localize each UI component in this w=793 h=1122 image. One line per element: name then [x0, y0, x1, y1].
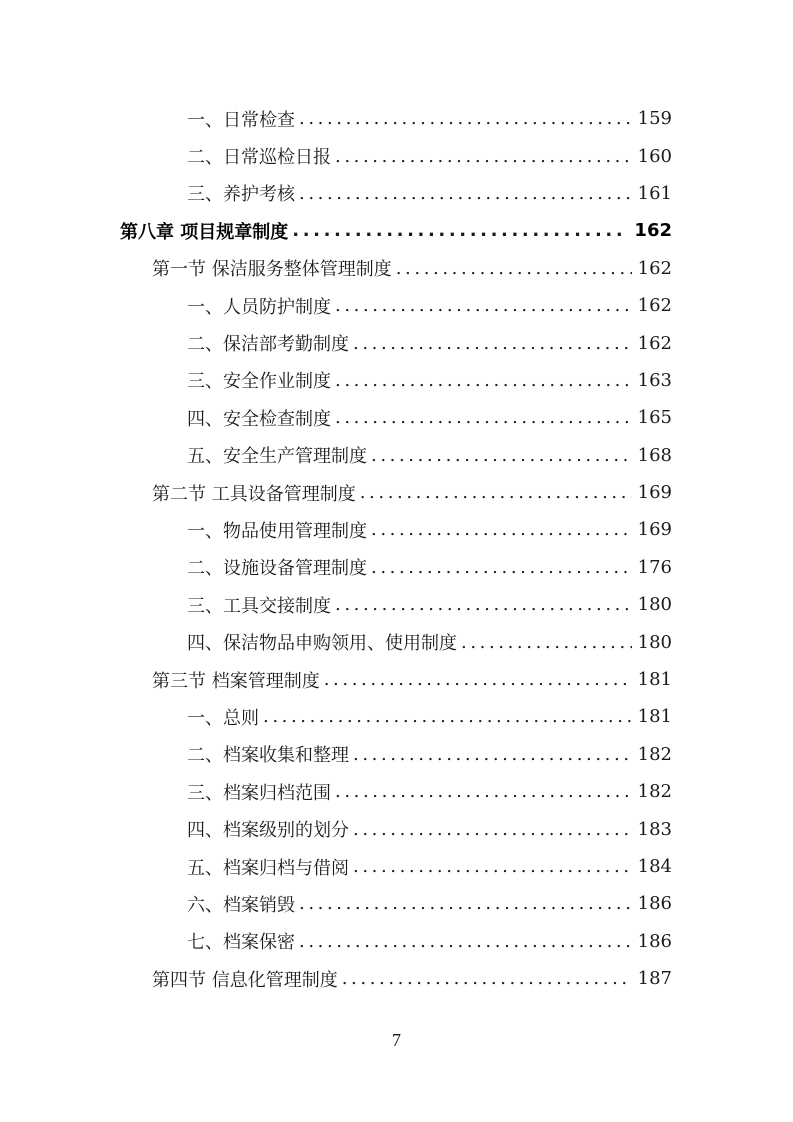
toc-dot-leader — [371, 519, 632, 540]
toc-entry-page-number: 162 — [637, 257, 672, 279]
toc-entry-page-number: 180 — [637, 594, 672, 616]
toc-dot-leader — [353, 744, 632, 765]
toc-subsection-entry[interactable] — [0, 848, 793, 885]
toc-entry-page-number: 162 — [634, 220, 672, 242]
toc-subsection-entry[interactable] — [0, 736, 793, 773]
toc-entry-title: 三、安全作业制度 — [187, 371, 331, 393]
toc-chapter-entry[interactable] — [0, 212, 793, 249]
toc-entry-page-number: 165 — [637, 407, 672, 429]
toc-subsection-entry[interactable] — [0, 549, 793, 586]
toc-entry-page-number: 168 — [637, 444, 672, 466]
toc-dot-leader — [342, 968, 632, 989]
toc-dot-leader — [292, 220, 628, 241]
toc-dot-leader — [299, 108, 632, 129]
toc-dot-leader — [396, 258, 632, 279]
toc-entry-title: 四、档案级别的划分 — [187, 820, 349, 842]
toc-section-entry[interactable] — [0, 960, 793, 997]
toc-entry-title: 四、保洁物品申购领用、使用制度 — [187, 633, 457, 655]
toc-subsection-entry[interactable] — [0, 586, 793, 623]
toc-entry-page-number: 184 — [637, 856, 672, 877]
toc-dot-leader — [371, 557, 632, 578]
toc-section-entry[interactable] — [0, 474, 793, 511]
toc-entry-title: 一、物品使用管理制度 — [187, 520, 367, 542]
toc-dot-leader — [335, 594, 632, 615]
toc-dot-leader — [461, 632, 632, 653]
toc-entry-title: 一、人员防护制度 — [187, 296, 331, 318]
toc-dot-leader — [335, 370, 632, 391]
toc-dot-leader — [263, 706, 632, 727]
toc-subsection-entry[interactable] — [0, 137, 793, 174]
toc-entry-title: 一、总则 — [187, 707, 259, 729]
toc-entry-title: 三、工具交接制度 — [187, 595, 331, 617]
toc-entry-title: 七、档案保密 — [187, 932, 295, 954]
table-of-contents — [0, 100, 793, 997]
toc-entry-page-number: 176 — [637, 556, 672, 578]
toc-subsection-entry[interactable] — [0, 511, 793, 548]
toc-dot-leader — [335, 295, 632, 316]
toc-dot-leader — [353, 856, 632, 877]
toc-entry-title: 二、日常巡检日报 — [187, 147, 331, 169]
toc-entry-title: 二、档案收集和整理 — [187, 745, 349, 767]
toc-dot-leader — [324, 669, 632, 690]
toc-subsection-entry[interactable] — [0, 698, 793, 735]
toc-entry-page-number: 182 — [637, 781, 672, 803]
toc-dot-leader — [335, 146, 632, 167]
toc-entry-title: 五、档案归档与借阅 — [187, 857, 349, 879]
toc-entry-page-number: 183 — [637, 818, 672, 840]
toc-dot-leader — [371, 445, 632, 466]
toc-dot-leader — [360, 482, 632, 503]
toc-entry-page-number: 160 — [637, 145, 672, 167]
toc-entry-page-number: 161 — [637, 182, 672, 204]
toc-dot-leader — [335, 781, 632, 802]
toc-section-entry[interactable] — [0, 250, 793, 287]
toc-subsection-entry[interactable] — [0, 287, 793, 324]
toc-entry-title: 四、安全检查制度 — [187, 408, 331, 430]
toc-section-entry[interactable] — [0, 661, 793, 698]
toc-entry-page-number: 181 — [637, 706, 672, 728]
toc-entry-page-number: 163 — [637, 369, 672, 391]
toc-entry-title: 一、日常检查 — [187, 109, 295, 131]
toc-subsection-entry[interactable] — [0, 810, 793, 847]
toc-entry-page-number: 182 — [637, 743, 672, 765]
toc-subsection-entry[interactable] — [0, 773, 793, 810]
toc-entry-page-number: 180 — [637, 631, 672, 653]
toc-entry-page-number: 162 — [637, 332, 672, 354]
toc-subsection-entry[interactable] — [0, 399, 793, 436]
toc-subsection-entry[interactable] — [0, 324, 793, 361]
toc-subsection-entry[interactable] — [0, 362, 793, 399]
toc-entry-page-number: 187 — [637, 968, 672, 990]
toc-subsection-entry[interactable] — [0, 923, 793, 960]
toc-entry-page-number: 186 — [637, 930, 672, 952]
toc-entry-title: 二、设施设备管理制度 — [187, 558, 367, 580]
toc-dot-leader — [299, 893, 632, 914]
toc-entry-page-number: 169 — [637, 519, 672, 541]
toc-entry-page-number: 181 — [637, 669, 672, 691]
toc-entry-title: 三、档案归档范围 — [187, 782, 331, 804]
toc-entry-title: 第八章 项目规章制度 — [120, 221, 289, 243]
toc-entry-title: 三、养护考核 — [187, 184, 295, 206]
toc-entry-title: 第四节 信息化管理制度 — [152, 969, 338, 991]
toc-subsection-entry[interactable] — [0, 437, 793, 474]
toc-entry-page-number: 162 — [637, 295, 672, 317]
toc-entry-title: 六、档案销毁 — [187, 894, 295, 916]
page-number: 7 — [392, 1030, 401, 1050]
toc-dot-leader — [353, 333, 632, 354]
toc-entry-page-number: 169 — [637, 482, 672, 504]
toc-entry-page-number: 159 — [637, 108, 672, 130]
toc-dot-leader — [299, 931, 632, 952]
toc-subsection-entry[interactable] — [0, 885, 793, 922]
toc-dot-leader — [299, 183, 632, 204]
toc-entry-page-number: 186 — [637, 893, 672, 915]
toc-entry-title: 第三节 档案管理制度 — [152, 670, 320, 692]
toc-dot-leader — [353, 819, 632, 840]
toc-entry-title: 第二节 工具设备管理制度 — [152, 483, 356, 505]
toc-subsection-entry[interactable] — [0, 175, 793, 212]
toc-entry-title: 第一节 保洁服务整体管理制度 — [152, 259, 392, 281]
toc-subsection-entry[interactable] — [0, 100, 793, 137]
toc-entry-title: 五、安全生产管理制度 — [187, 446, 367, 468]
toc-dot-leader — [335, 407, 632, 428]
toc-entry-title: 二、保洁部考勤制度 — [187, 334, 349, 356]
toc-subsection-entry[interactable] — [0, 623, 793, 660]
